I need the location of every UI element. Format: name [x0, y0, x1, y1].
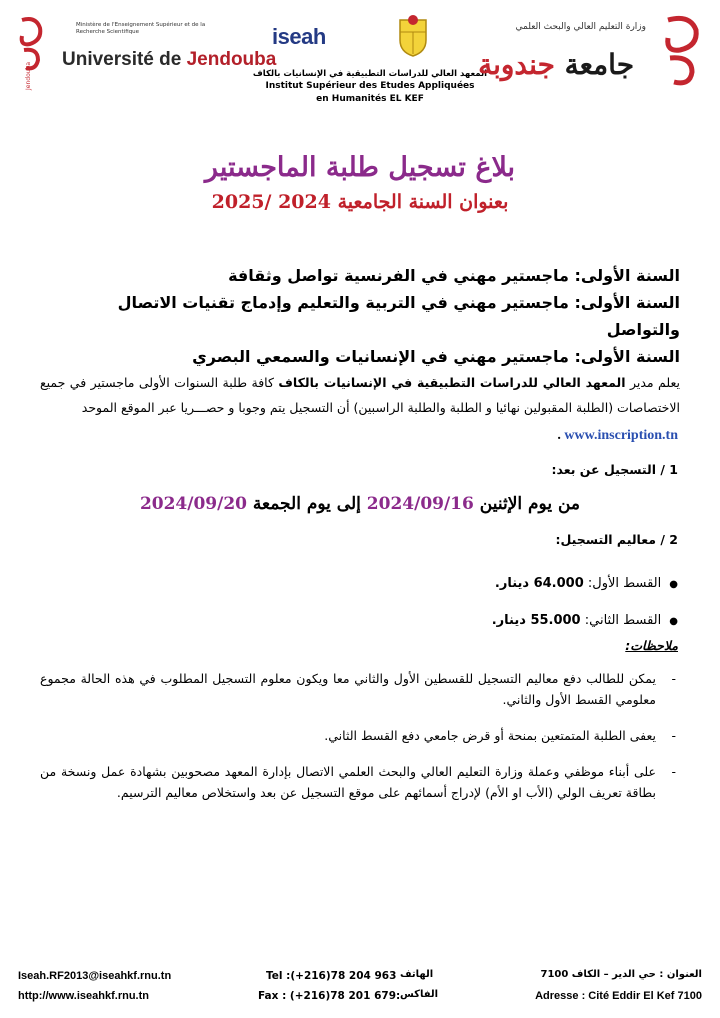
footer-fax: Fax : (+216)78 201 679: — [258, 990, 401, 1002]
university-seal-left-logo — [14, 14, 48, 94]
program-item: السنة الأولى: ماجستير مهني في الفرنسية تواصل وثقافة — [228, 266, 680, 285]
date-from: 2024/09/16 — [366, 494, 474, 514]
bullet-icon: ● — [669, 579, 678, 590]
date-to: 2024/09/20 — [139, 494, 247, 514]
section-remote-registration-heading: 1 / التسجيل عن بعد: — [551, 462, 678, 477]
intro-paragraph: يعلم مدير المعهد العالي للدراسات التطبيقية في الإنسانيات بالكاف كافة طلبة السنوات الأولى ماجستير في جميع الاختصاصات (الطلبة المقبولين نهائيا و الطلبة والطلبة الراسبين) أن التسجيل يتم وجوبا و حصـــريا عبر الموقع الموحد — [40, 375, 681, 415]
note-item: - على أبناء موظفي وعملة وزارة التعليم العالي والبحث العلمي الاتصال بإدارة المعهد مصحوبين بشهادة عمل ونسخة من بطاقة تعريف الولي (الأب او الأم) لإدراج أسمائهم على موقع التسجيل عن بعد واستخلاص معاليم الترسيم. — [40, 761, 680, 803]
footer-email[interactable]: Iseah.RF2013@iseahkf.rnu.tn — [18, 970, 172, 982]
dash-icon: - — [671, 671, 676, 686]
page-subtitle: بعنوان السنة الجامعية 2024 /2025 — [211, 191, 509, 213]
iseah-logo: iseah — [272, 24, 326, 49]
footer-address-ar: العنوان : حي الدير – الكاف 7100 — [540, 969, 702, 980]
institute-name-bold: المعهد العالي للدراسات التطبيقية في الإنسانيات بالكاف — [278, 375, 626, 390]
university-fr-block — [62, 22, 277, 71]
institute-name-fr-line2: en Humanités EL KEF — [316, 94, 424, 105]
registration-dates: من يوم الإثنين 2024/09/16 إلى يوم الجمعة 2024/09/20 — [139, 494, 581, 514]
tunisia-emblem-icon — [396, 14, 430, 58]
section-fees-heading: 2 / معاليم التسجيل: — [555, 532, 678, 547]
footer-fax-label-ar: الفاكس — [400, 989, 439, 1000]
footer-tel: Tel :(+216)78 204 963 — [266, 970, 397, 982]
ministry-ar-text: وزارة التعليم العالي والبحث العلمي — [515, 22, 646, 32]
university-name-fr: Université de Jendouba — [62, 49, 277, 71]
program-item: السنة الأولى: ماجستير مهني في الإنسانيات والسمعي البصري — [192, 347, 680, 366]
inscription-site-link[interactable]: www.inscription.tn . — [557, 428, 678, 443]
fee-item: ●القسط الأول: 64.000 دينار. — [492, 566, 678, 603]
institute-name-fr-line1: Institut Supérieur des Etudes Appliquées — [265, 81, 475, 92]
footer — [0, 962, 720, 1018]
notes-list — [40, 668, 680, 818]
university-seal-right-logo — [656, 10, 708, 100]
dash-icon: - — [671, 764, 676, 779]
institute-name-block — [250, 68, 490, 106]
programs-list — [40, 262, 680, 370]
footer-address-fr: Adresse : Cité Eddir El Kef 7100 — [535, 990, 702, 1002]
program-item: السنة الأولى: ماجستير مهني في التربية والتعليم وإدماج تقنيات الاتصال والتواصل — [117, 293, 680, 339]
bullet-icon: ● — [669, 616, 678, 627]
note-item: - يعفى الطلبة المتمتعين بمنحة أو قرض جامعي دفع القسط الثاني. — [40, 725, 680, 746]
dash-icon: - — [671, 728, 676, 743]
footer-tel-label-ar: الهاتف — [400, 969, 434, 980]
ministry-fr-text: Ministère de l'Enseignement Supérieur et de la Recherche Scientifique — [76, 22, 206, 35]
page-title: بلاغ تسجيل طلبة الماجستير — [204, 152, 516, 183]
university-name-ar: جامعة جندوبة — [478, 48, 634, 81]
fees-list — [492, 566, 678, 640]
svg-text:Jendouba: Jendouba — [25, 61, 32, 90]
fee-item: ●القسط الثاني: 55.000 دينار. — [492, 603, 678, 640]
notes-heading: ملاحظات: — [625, 638, 678, 653]
institute-name-ar: المعهد العالي للدراسات التطبيقية في الإنسانيات بالكاف — [252, 69, 488, 79]
note-item: - يمكن للطالب دفع معاليم التسجيل للقسطين الأول والثاني معا ويكون معلوم التسجيل المطلوب في هذه الحالة مجموع معلومي القسط الأول والثاني. — [40, 668, 680, 710]
footer-website[interactable]: http://www.iseahkf.rnu.tn — [18, 990, 149, 1002]
